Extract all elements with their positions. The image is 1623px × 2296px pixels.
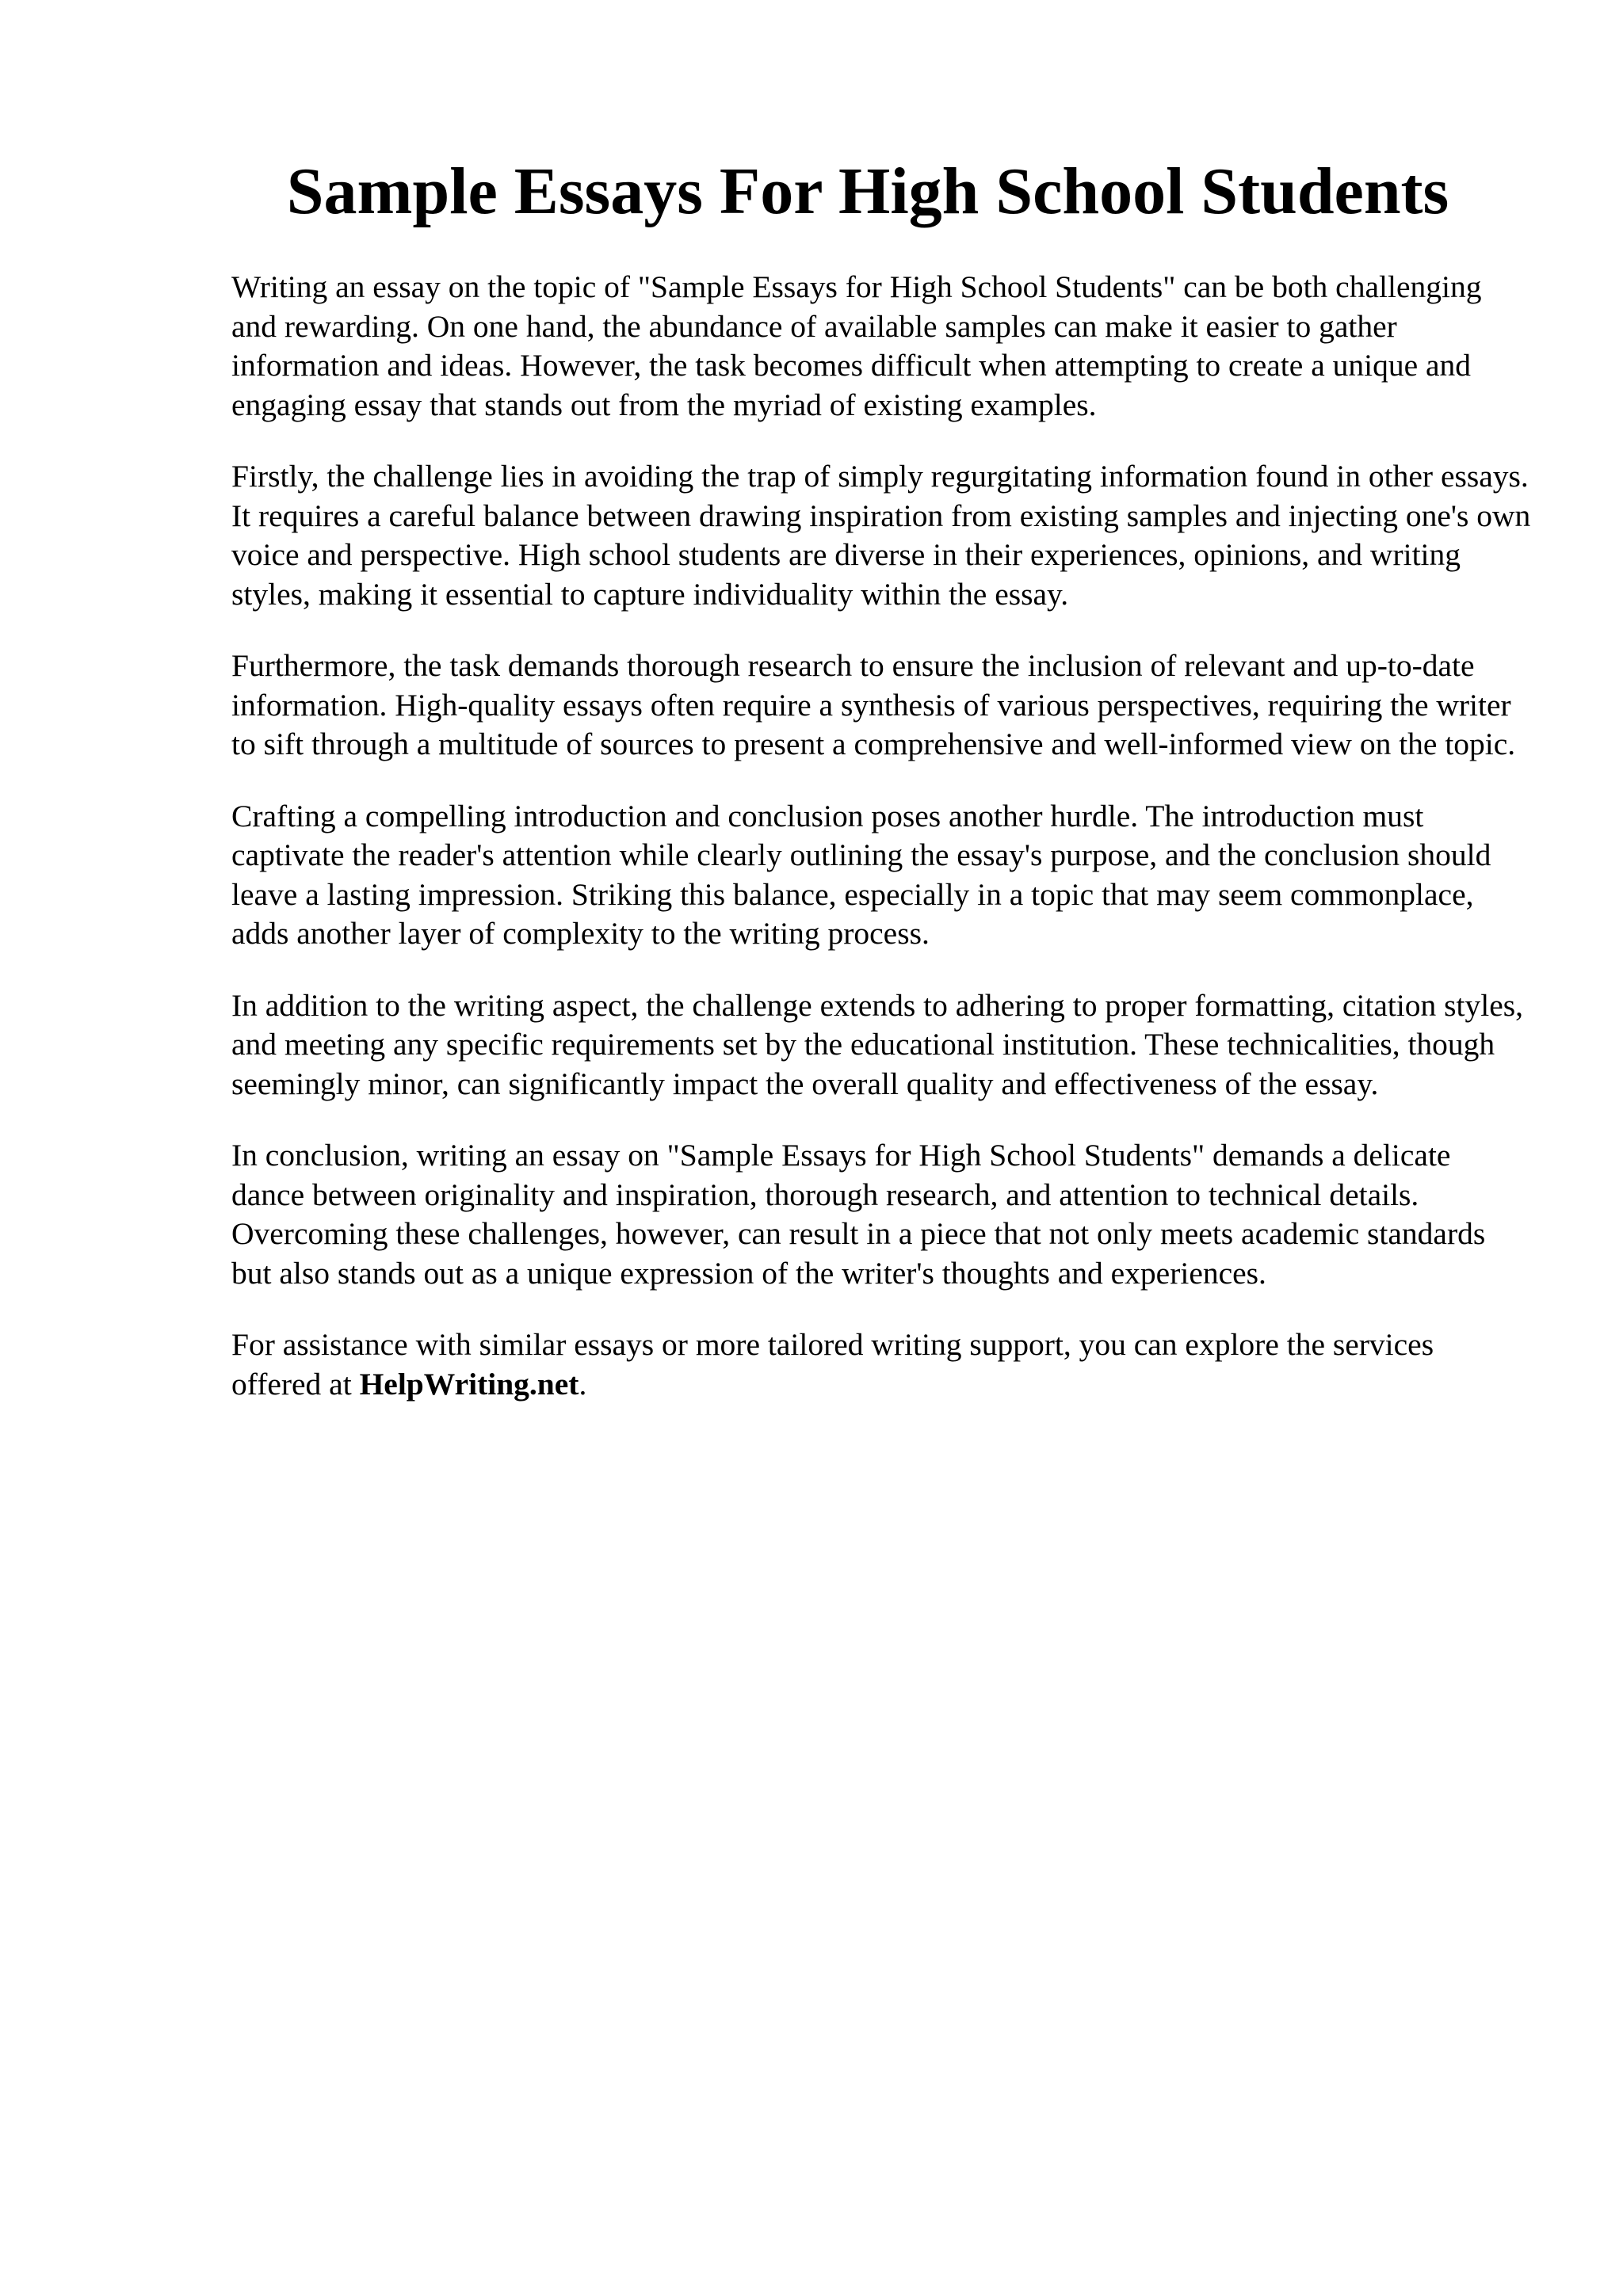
paragraph-1: Writing an essay on the topic of "Sample Essays for High School Students" can be both challenging and rewarding. On one hand, the abundance of available samples can make it easier to gather information and ideas. However, the task becomes difficult when attempting to create a unique and engaging essay that stands out from the myriad of existing examples. (231, 269, 1482, 422)
helpwriting-link[interactable]: HelpWriting.net (359, 1366, 579, 1402)
paragraph-6: In conclusion, writing an essay on "Sample Essays for High School Students" demands a delicate dance between originality and inspiration, thorough research, and attention to technical details. Overcoming these challenges, however, can result in a piece that not only meets academic standards but also stands out as a unique expression of the writer's thoughts and experiences. (231, 1138, 1486, 1291)
paragraph-4: Crafting a compelling introduction and conclusion poses another hurdle. The introduction must captivate the reader's attention while clearly outlining the essay's purpose, and the conclusion should leave a lasting impression. Striking this balance, especially in a topic that may seem commonplace, adds another layer of complexity to the writing process. (231, 798, 1491, 951)
page-title: Sample Essays For High School Students (286, 154, 1449, 228)
paragraph-3: Furthermore, the task demands thorough research to ensure the inclusion of relevant and up-to-date information. High-quality essays often require a synthesis of various perspectives, requiring the writer to sift through a multitude of sources to present a comprehensive and well-informed view on the topic. (231, 648, 1516, 761)
closing-period: . (579, 1366, 587, 1402)
essay-body (231, 268, 1531, 1436)
closing-text: For assistance with similar essays or more tailored writing support, you can explore the services offered at (231, 1327, 1434, 1402)
paragraph-2: Firstly, the challenge lies in avoiding the trap of simply regurgitating information found in other essays. It requires a careful balance between drawing inspiration from existing samples and injecting one's own voice and perspective. High school students are diverse in their experiences, opinions, and writing styles, making it essential to capture individuality within the essay. (231, 459, 1531, 612)
closing-paragraph (231, 1325, 1531, 1404)
paragraph-5: In addition to the writing aspect, the challenge extends to adhering to proper formatting, citation styles, and meeting any specific requirements set by the educational institution. These technicalities, though seemingly minor, can significantly impact the overall quality and effectiveness of the essay. (231, 987, 1524, 1101)
